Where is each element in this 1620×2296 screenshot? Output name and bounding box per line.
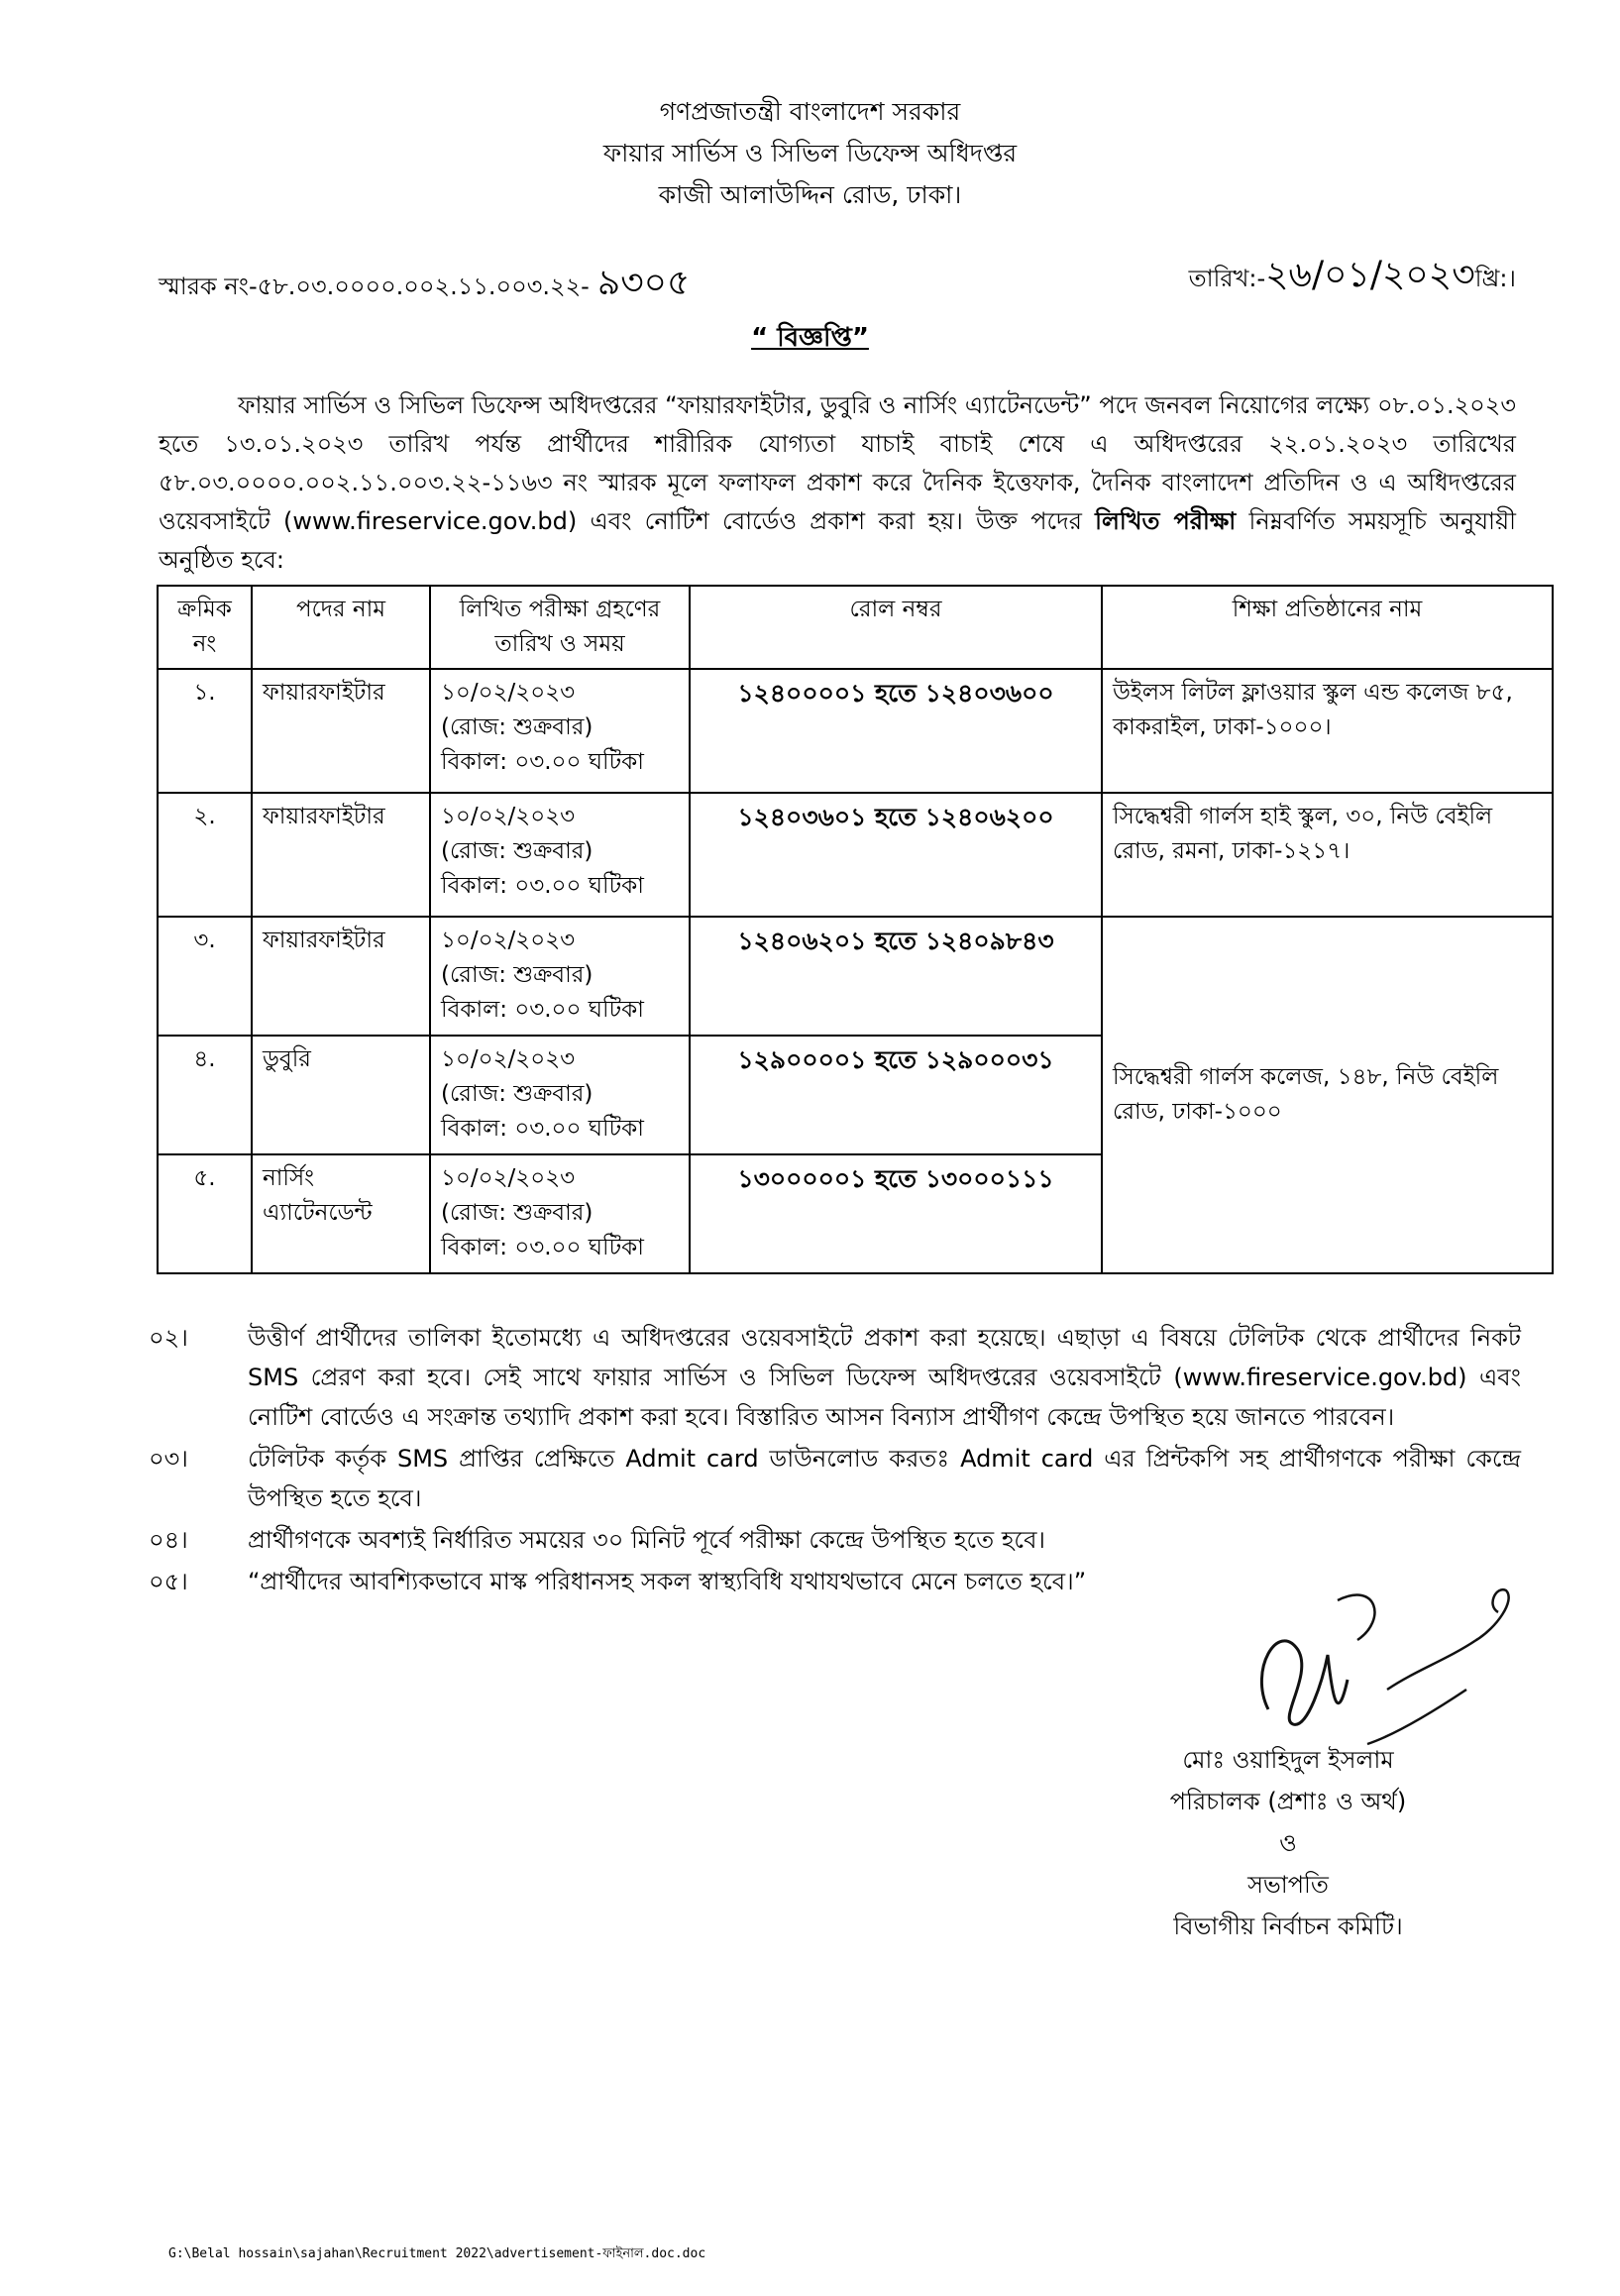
table-header-row [158,586,1553,669]
row-datetime: ১০/০২/২০২৩ (রোজ: শুক্রবার) বিকাল: ০৩.০০ ঘটিকা [430,1154,690,1273]
row-post: ফায়ারফাইটার [252,793,430,917]
footer-file-path: G:\Belal hossain\sajahan\Recruitment 2022\advertisement-ফাইনাল.doc.doc [168,2246,706,2261]
signatory-committee: বিভাগীয় নির্বাচন কমিটি। [1173,1913,1403,1940]
signatory-name: মোঃ ওয়াহিদুল ইসলাম [1182,1746,1394,1774]
memo-number-handwritten: ৯৩০৫ [596,263,691,303]
row-sl: ৩. [158,917,252,1036]
office-header [0,91,1620,216]
header-roll: রোল নম্বর [690,586,1102,669]
memo-row [159,248,1516,303]
row-institution-merged: সিদ্ধেশ্বরী গার্লস কলেজ, ১৪৮, নিউ বেইলি রোড, ঢাকা-১০০০ [1102,917,1553,1273]
intro-text: ফায়ার সার্ভিস ও সিভিল ডিফেন্স অধিদপ্তরের “ফায়ারফাইটার, ডুবুরি ও নার্সিং এ্যাটেনডেন্ট” পদে জনবল নিয়োগের লক্ষ্যে ০৮.০১.২০২৩ হতে ১৩.০১.২০২৩ তারিখ পর্যন্ত প্রার্থীদের শারীরিক যোগ্যতা যাচাই বাচাই শেষে এ অধিদপ্তরের ২২.০১.২০২৩ তারিখের ৫৮.০৩.০০০০.০০২.১১.০০৩.২২-১১৬৩ নং স্মারক মূলে ফলাফল প্রকাশ করে দৈনিক ইত্তেফাক, দৈনিক বাংলাদেশ প্রতিদিন ও এ অধিদপ্তরের ওয়েবসাইটে (www.fireservice.gov.bd) এবং নোটিশ বোর্ডেও প্রকাশ করা হয়। উক্ত পদের [159,391,1516,535]
table-row [158,917,1553,1036]
row-sl: ২. [158,793,252,917]
government-name: গণপ্রজাতন্ত্রী বাংলাদেশ সরকার [659,97,961,126]
exam-schedule-table [157,585,1554,1274]
row-sl: ৫. [158,1154,252,1273]
signatory-designation: পরিচালক (প্রশাঃ ও অর্থ) [1169,1788,1407,1815]
row-roll: ১২৪০৩৬০১ হতে ১২৪০৬২০০ [690,793,1102,917]
row-post: নার্সিং এ্যাটেনডেন্ট [252,1154,430,1273]
intro-paragraph [159,386,1516,580]
row-datetime: ১০/০২/২০২৩ (রোজ: শুক্রবার) বিকাল: ০৩.০০ ঘটিকা [430,669,690,793]
table-row [158,793,1553,917]
department-name: ফায়ার সার্ভিস ও সিভিল ডিফেন্স অধিদপ্তর [602,139,1018,167]
handwritten-signature [1239,1561,1536,1759]
row-datetime: ১০/০২/২০২৩ (রোজ: শুক্রবার) বিকাল: ০৩.০০ ঘটিকা [430,917,690,1036]
note-item: ০৪। প্রার্থীগণকে অবশ্যই নির্ধারিত সময়ের ৩০ মিনিট পূর্বে পরীক্ষা কেন্দ্রে উপস্থিত হতে হবে। [149,1526,1046,1554]
signatory-block [1080,1739,1496,1947]
row-roll: ১২৪০৬২০১ হতে ১২৪০৯৮৪৩ [690,917,1102,1036]
row-roll: ১৩০০০০০১ হতে ১৩০০০১১১ [690,1154,1102,1273]
row-roll: ১২৯০০০০১ হতে ১২৯০০০৩১ [690,1036,1102,1154]
row-roll: ১২৪০০০০১ হতে ১২৪০৩৬০০ [690,669,1102,793]
row-datetime: ১০/০২/২০২৩ (রোজ: শুক্রবার) বিকাল: ০৩.০০ ঘটিকা [430,1036,690,1154]
memo-date [1189,248,1516,307]
memo-number [159,256,690,315]
row-institution: উইলস লিটল ফ্লাওয়ার স্কুল এন্ড কলেজ ৮৫, কাকরাইল, ঢাকা-১০০০। [1102,669,1553,793]
row-post: ফায়ারফাইটার [252,669,430,793]
memo-date-handwritten: ২৬/০১/২০২৩ [1265,255,1475,295]
note-item: ০২। উত্তীর্ণ প্রার্থীদের তালিকা ইতোমধ্যে এ অধিদপ্তরের ওয়েবসাইটে প্রকাশ করা হয়েছে। এছাড়া এ বিষয়ে টেলিটক থেকে প্রার্থীদের নিকট SMS প্রেরণ করা হবে। সেই সাথে ফায়ার সার্ভিস ও সিভিল ডিফেন্স অধিদপ্তরের ওয়েবসাইটে (www.fireservice.gov.bd) এবং নোটিশ বোর্ডেও এ সংক্রান্ত তথ্যাদি প্রকাশ করা হবে। বিস্তারিত আসন বিন্যাস প্রার্থীগণ কেন্দ্রে উপস্থিত হয়ে জানতে পারবেন। [149,1324,1521,1431]
header-sl: ক্রমিক নং [158,586,252,669]
row-sl: ১. [158,669,252,793]
header-institution: শিক্ষা প্রতিষ্ঠানের নাম [1102,586,1553,669]
note-item: ০৩। টেলিটক কর্তৃক SMS প্রাপ্তির প্রেক্ষিতে Admit card ডাউনলোড করতঃ Admit card এর প্রিন্টকপি সহ প্রার্থীগণকে পরীক্ষা কেন্দ্রে উপস্থিত হতে হবে। [149,1445,1521,1512]
notice-title: “ বিজ্ঞপ্তি” [751,323,869,353]
memo-date-label: তারিখ:- [1188,265,1266,292]
memo-date-suffix: খ্রি:। [1474,265,1516,292]
row-post: ফায়ারফাইটার [252,917,430,1036]
signatory-role: সভাপতি [1247,1871,1329,1899]
row-post: ডুবুরি [252,1036,430,1154]
intro-bold: লিখিত পরীক্ষা [1095,507,1237,535]
header-datetime: লিখিত পরীক্ষা গ্রহণের তারিখ ও সময় [430,586,690,669]
row-sl: ৪. [158,1036,252,1154]
intro-tail: নিম্নবর্ণিত সময়সূচি অনুযায়ী অনুষ্ঠিত হবে: [159,507,1516,574]
office-address: কাজী আলাউদ্দিন রোড, ঢাকা। [658,180,962,209]
table-row [158,669,1553,793]
row-datetime: ১০/০২/২০২৩ (রোজ: শুক্রবার) বিকাল: ০৩.০০ ঘটিকা [430,793,690,917]
signatory-and: ও [1279,1829,1297,1857]
header-post: পদের নাম [252,586,430,669]
memo-number-label: স্মারক নং-৫৮.০৩.০০০০.০০২.১১.০০৩.২২- [159,273,590,300]
note-item: ০৫। “প্রার্থীদের আবশ্যিকভাবে মাস্ক পরিধানসহ সকল স্বাস্থ্যবিধি যথাযথভাবে মেনে চলতে হবে।” [149,1568,1087,1595]
row-institution: সিদ্ধেশ্বরী গার্লস হাই স্কুল, ৩০, নিউ বেইলি রোড, রমনা, ঢাকা-১২১৭। [1102,793,1553,917]
